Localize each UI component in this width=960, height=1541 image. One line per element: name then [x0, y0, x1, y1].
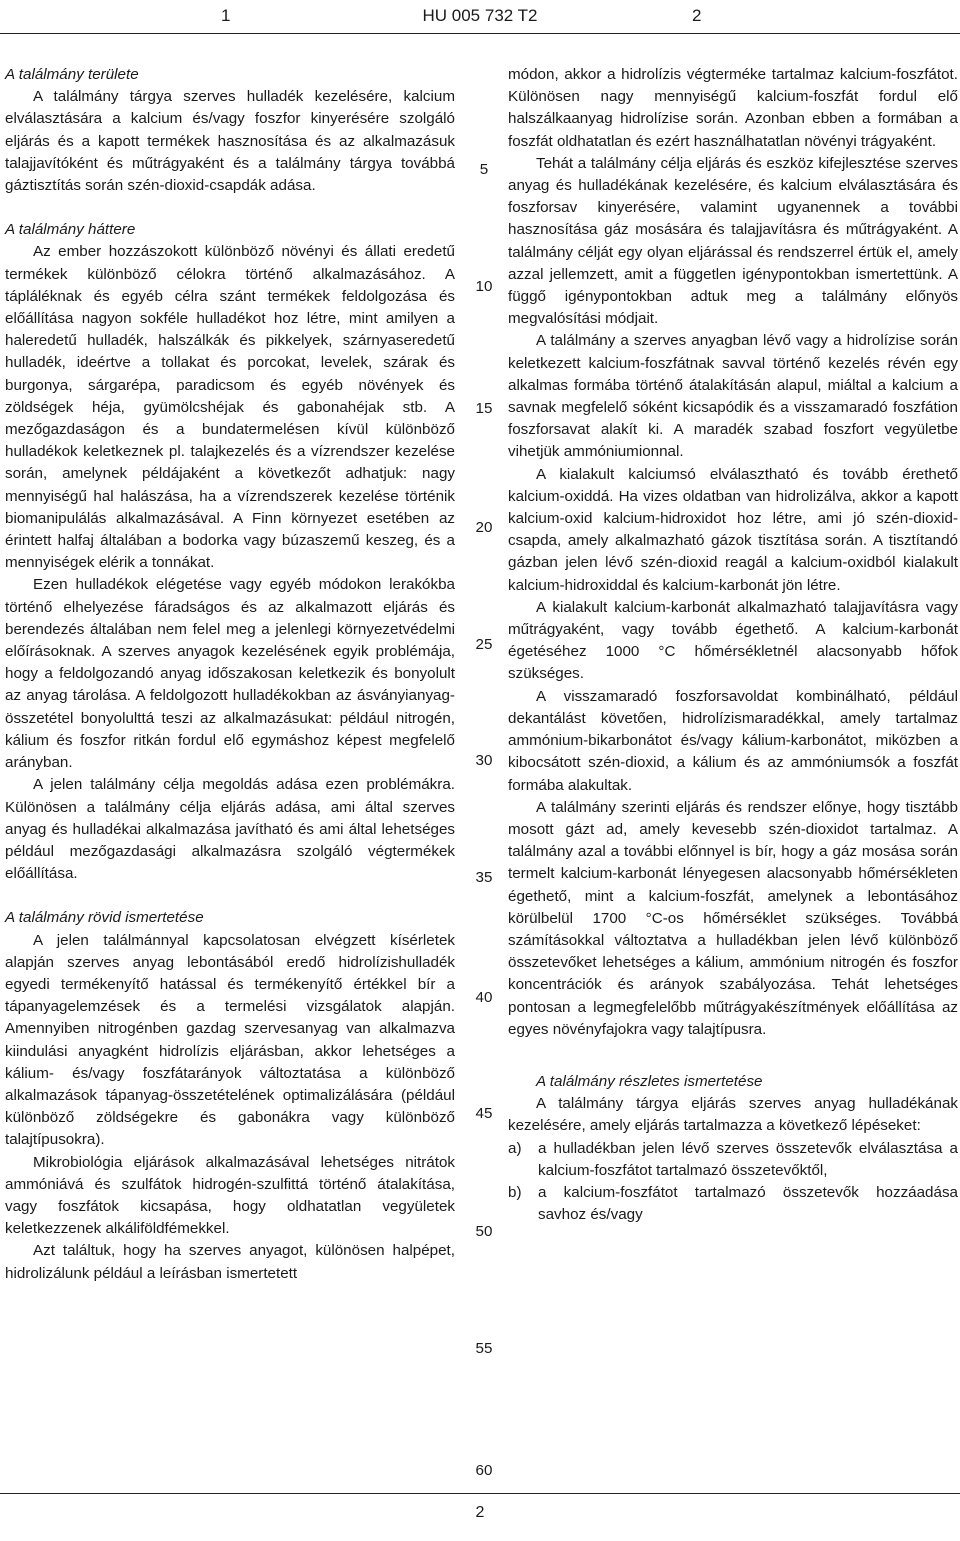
list-item-text: a kalcium-foszfátot tartalmazó összetevők hozzáadása savhoz és/vagy — [538, 1183, 958, 1224]
paragraph: Azt találtuk, hogy ha szerves anyagot, különösen halpépet, hidrolizálunk például a leírásban ismertetett — [5, 1242, 455, 1282]
line-number: 5 — [479, 161, 489, 178]
paragraph: A jelen találmánnyal kapcsolatosan elvégzett kísérletek alapján szerves anyag lebontásából eredő hidrolízishulladék egyedi termékenyítő hatással és termékenyítő értékkel bír a tápanyagelemzések és a termelési vizsgálatok alapján. Amennyiben nitrogénben gazdag szervesanyag van alkalmazva kiindulási anyagként hidrolízis eljárásban, akkor lehetséges a kálium- és/vagy foszfátarányok változtatása a különböző alkalmazások tápanyag-összetételének optimalizálására (például különböző zöldségekre és gabonákra vagy különböző talajtípusokra). — [5, 931, 455, 1149]
header-rule — [0, 33, 960, 34]
paragraph: A találmány tárgya szerves hulladék kezelésére, kalcium elválasztására a kalcium és/vagy foszfor kinyerésére szolgáló eljárás és a kapott termékek hasznosítása és az alkalmazásuk talajjavítóként és műtrágyaként és a találmány tárgya továbbá gáztisztítás során szén-dioxid-csapdák adása. — [5, 88, 455, 195]
list-item — [508, 1182, 958, 1226]
line-number: 15 — [475, 400, 493, 417]
footer-rule — [0, 1493, 960, 1494]
paragraph: A kialakult kalcium-karbonát alkalmazható talajjavításra vagy műtrágyaként, vagy tovább égethető. A kalcium-karbonát égetéséhez 1000 °C hőmérsékletnél alacsonyabb hőfok szükséges. — [508, 598, 958, 683]
list-item — [508, 1138, 958, 1182]
line-number: 30 — [475, 752, 493, 769]
section-heading-field: A találmány területe — [5, 66, 139, 83]
list-item-text: a hulladékban jelen lévő szerves összetevők elválasztása a kalcium-foszfátot tartalmazó összetevőktől, — [538, 1139, 958, 1179]
paragraph: Tehát a találmány célja eljárás és eszköz kifejlesztése szerves anyag és hulladékának kezelésére, és kalcium elválasztására és foszforsav kinyerésére, valamint ugyanennek a további hasznosítása gáz mosására és talajjavításra és műtrágyaként. A találmány célját egy olyan eljárással és rendszerrel értük el, amely azzal jellemzett, amit a független igénypontokban ismertettünk. A függő igénypontokban adtuk meg a találmány előnyös megvalósítási módjait. — [508, 154, 958, 328]
paragraph: Ezen hulladékok elégetése vagy egyéb módokon lerakókba történő elhelyezése fáradságos és az alkalmazott eljárás és berendezés általában nem felel meg a jelenlegi környezetvédelmi előírásoknak. A szerves anyagok kezelésének egyik problémája, hogy a feldolgozandó anyag időszakosan keletkezik és bonyolult az anyag tárolása. A feldolgozott hulladékokban az ásványianyag-összetétel bonyolulttá teszi az alkalmazásukat: például nitrogén, kálium és foszfor ritkán fordul elő egymáshoz képest megfelelő arányban. — [5, 576, 455, 772]
section-heading-summary: A találmány rövid ismertetése — [5, 909, 204, 927]
page-number-left: 1 — [221, 6, 231, 25]
section-heading-detailed: A találmány részletes ismertetése — [536, 1072, 763, 1090]
line-number: 60 — [475, 1462, 493, 1479]
paragraph: módon, akkor a hidrolízis végterméke tartalmaz kalcium-foszfátot. Különösen nagy mennyiségű kalcium-foszfát fordul elő halszálkaanyag hidrolízise során. Azonban ebben a formában a foszfát oldhatatlan és ezért használhatatlan növényi trágyaként. — [508, 66, 958, 150]
line-number: 35 — [475, 869, 493, 886]
section-heading-background: A találmány háttere — [5, 221, 136, 239]
paragraph: A visszamaradó foszforsavoldat kombinálható, például dekantálást követően, hidrolízismaradékkal, amely tartalmaz ammónium-bikarbonátot és/vagy kálium-karbonátot, miközben a kibocsátott szén-dioxid, a kálium és az ammóniumsók a foszfát formába alakultak. — [508, 687, 958, 794]
page-number-right: 2 — [692, 6, 702, 25]
paragraph: A jelen találmány célja megoldás adása ezen problémákra. Különösen a találmány célja eljárás adása, ami által szerves anyag és hulladékai alkalmazása javítható és ami által lehetséges például mezőgazdasági alkalmazásra szolgáló végtermékek előállítása. — [5, 776, 455, 883]
paragraph: Mikrobiológia eljárások alkalmazásával lehetséges nitrátok ammóniává és szulfátok hidrogén-szulfittá történő átalakítása, vagy foszfátok kicsapása, hogy oldhatatlan vegyületek keletkezzenek alkáliföldfémekkel. — [5, 1153, 455, 1238]
list-item-label: b) — [508, 1183, 522, 1201]
paragraph: Az ember hozzászokott különböző növényi és állati eredetű termékek különböző célokra történő alkalmazásához. A tápláléknak és egyéb célra szánt termékek feldolgozása és előállítása nagyon sokféle hulladékot hoz létre, mint amilyen a haleredetű hulladék, halszálkák és pikkelyek, szárnyaseredetű hulladék, ideértve a tollakat és porcokat, levelek, szárak és burgonya, sárgarépa, paradicsom és egyéb növények és zöldségek héja, gyümölcshéjak és gabonahéjak stb. A mezőgazdaságon és a bundatermelésen kívül különböző hulladékok keletkeznek pl. talajkezelés és a vízrendszer kezelése során, amelynek példájaként a következőt adhatjuk: nagy mennyiségű hal halászása, ha a vízrendszerek kezelése történik biomanipulálás alkalmazásával. A Finn környezet esetében az érintett halfaj általában a bodorka vagy búzaszemű keszeg, és a mennyiségek elérik a tonnákat. — [5, 243, 455, 572]
line-number: 50 — [475, 1223, 493, 1240]
paragraph: A kialakult kalciumsó elválasztható és tovább érethető kalcium-oxiddá. Ha vizes oldatban van hidrolizálva, akkor a kapott kalcium-oxid kalcium-hidroxidot hoz létre, ami jó szén-dioxid-csapda, amely alkalmazható gázok tisztítása során. A tisztítandó gázban jelen lévő szén-dioxid reagál a kalcium-oxidból kialakult kalcium-hidroxiddal és kalcium-karbonát jön létre. — [508, 465, 958, 594]
list-item-label: a) — [508, 1139, 522, 1157]
document-id: HU 005 732 T2 — [422, 6, 538, 25]
footer-page-number: 2 — [475, 1504, 485, 1521]
line-number: 20 — [475, 519, 493, 536]
right-column — [508, 64, 958, 1226]
left-column — [5, 64, 455, 1285]
line-number: 25 — [475, 636, 493, 653]
paragraph: A találmány a szerves anyagban lévő vagy a hidrolízise során keletkezett kalcium-foszfátnak savval történő kezelés révén egy alkalmas formába történő átalakításán alapul, miáltal a kalcium a savnak megfelelő sóként kicsapódik és a visszamaradó foszfátion foszforsavat alakít ki. A maradék szabad foszfort vegyületbe vihetjük ammóniumionnal. — [508, 332, 958, 461]
line-number: 10 — [475, 278, 493, 295]
paragraph: A találmány szerinti eljárás és rendszer előnye, hogy tisztább mosott gázt ad, amely kevesebb szén-dioxidot tartalmaz. A találmány azal a további előnnyel is bír, hogy a gáz mosása során termelt kalcium-karbonát lényegesen alacsonyabb hőmérsékleten égethető, mint a kalcium-foszfát, amelynek a lebontásához körülbelül 1700 °C-os hőmérséklet szükséges. Továbbá számításokkal változtatva a hulladékban jelen lévő különböző összetevőket lehetséges a kálium, ammónium nitrogén és foszfor koncentrációk és arányok szabályozása. Tehát lehetséges pontosan a legmegfelelőbb műtrágyakészítmények előállítása az egyes növényfajokra vagy talajtípusra. — [508, 798, 958, 1038]
line-number: 55 — [475, 1340, 493, 1357]
line-number: 45 — [475, 1105, 493, 1122]
line-number: 40 — [475, 989, 493, 1006]
paragraph: A találmány tárgya eljárás szerves anyag hulladékának kezelésére, amely eljárás tartalmazza a következő lépéseket: — [508, 1095, 958, 1135]
